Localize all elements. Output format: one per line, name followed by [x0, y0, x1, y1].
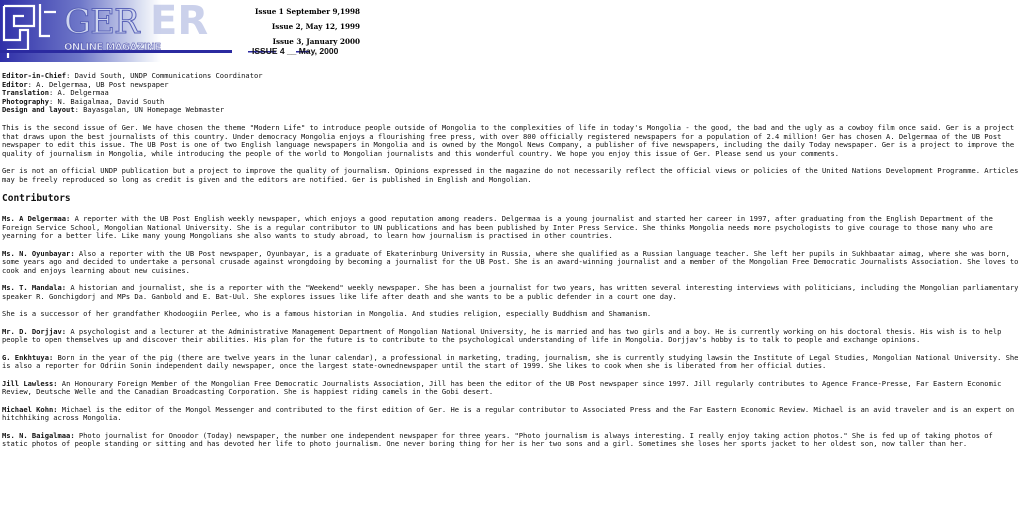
contributor-entry: Ms. A Delgermaa: A reporter with the UB Post English weekly newspaper, which enjoys a good reputation among readers. Delgermaa is a young journalist and started her career in 1997, after graduating from the English Department of the Foreign Service School, Mongolian National University. She is a regular contributor to UN publications and has been published by Inter Press Service. She thinks Mongolia needs more psychologists to give courage to those many who are yearning for a better life. Like many young Mongolians she also wants to study abroad, to learn how journalism is practised in other countries. [2, 214, 993, 241]
credit-line: Translation: A. Delgermaa [2, 88, 109, 98]
current-issue-label: ISSUE 4 __ May, 2000 [252, 46, 339, 56]
masthead-banner [0, 0, 364, 62]
disclaimer-paragraph: Ger is not an official UNDP publication but a project to improve the quality of journalism. Opinions expressed in the magazine do not necessarily reflect the official views or policies of the United Nations Development Programme. Articles may be freely reproduced so long as credit is given and the editors are notified. Ger is published in English and Mongolian. [2, 166, 1019, 184]
contributor-entry: G. Enkhtuya: Born in the year of the pig (there are twelve years in the lunar calendar), a professional in marketing, trading, journalism, she is currently studying lawsin the Institute of Legal Studies, Mongolian National University. She is also a reporter for Odriin Sonin independent daily newspaper, once the largest state-ownednewspaper until the start of 1999. She likes to cook when she is liberated from her official duties. [2, 352, 1019, 371]
logo-text-er: ER [150, 0, 209, 44]
intro-paragraph: This is the second issue of Ger. We have chosen the theme "Modern Life" to introduce people outside of Mongolia to the complexities of life in today's Mongolia - the good, the bad and the ugly as a cowboy film once said. Ger is a project that draws upon the best journalists of this country. Under democracy Mongolia enjoys a flourishing free press, with over 800 officially registered newspapers for a population of 2.4 million! Ger has chosen A. Delgermaa of the UB Post newspaper to edit this issue. The UB Post is one of two English language newspapers in Mongolia and is owned by the Mongol News Company, a publisher of five newspapers, including the daily Today newspaper. Ger is a project to improve the quality of journalism in Mongolia, while introducing the people of the world to Mongolian journalists and this wonderful country. We hope you enjoy this issue of Ger. Please send us your comments. [2, 122, 1015, 158]
logo-subtitle: ONLINE MAGAZINE [64, 42, 161, 53]
contributor-entry: Jill Lawless: An Honourary Foreign Member of the Mongolian Free Democratic Journalists Association, Jill has been the editor of the UB Post newspaper since 1997. Jill regularly contributes to Agence France-Presse, Far Eastern Economic Review, Deutsche Welle and the Canadian Broadcasting Corporation. She is happiest riding camels in the Gobi desert. [2, 378, 1002, 397]
logo-text-ger: GER [64, 2, 139, 42]
issue-list [230, 4, 360, 49]
issue-link[interactable]: Issue 2, May 12, 1999 [271, 22, 360, 31]
credits [2, 72, 1020, 115]
bottom-fade [0, 484, 1024, 524]
credit-line: Design and layout: Bayasgalan, UN Homepage Webmaster [2, 105, 225, 115]
contributor-entry: Ms. N. Oyunbayar: Also a reporter with the UB Post newspaper, Oyunbayar, is a graduate of Ekaterinburg University in Russia, where she qualified as a Russian language teacher. She left her pupils in Sukhbaatar aimag, where she was born, some years ago and decided to undertake a personal crusade against wrongdoing by becoming a journalist for the UB Post. She is an award-winning journalist and a member of the Mongolian Free Democratic Journalists Association. She loves to cook and enjoys learning about new cuisines. [2, 248, 1019, 275]
issue-link[interactable]: Issue 3, January 2000 [272, 37, 360, 46]
contributor-entry: Michael Kohn: Michael is the editor of the Mongol Messenger and contributed to the first edition of Ger. He is a regular contributor to Associated Press and the Far Eastern Economic Review. Michael is an avid traveler and is an expert on hitchhiking across Mongolia. [2, 404, 1015, 423]
contributor-entry: Ms. T. Mandala: A historian and journalist, she is a reporter with the "Weekend" weekly newspaper. She has been a journalist for two years, has written several interesting interviews with politicians, including the Mongolian parliamentary speaker R. Gonchigdorj and MPs Da. Ganbold and E. Bat-Uul. She explores issues like life after death and she wants to be a public defender in a court one day. [2, 283, 1019, 301]
contributor-entry: Ms. N. Baigalmaa: Photo journalist for Onoodor (Today) newspaper, the number one independent newspaper for three years. "Photo journalism is always interesting. I really enjoy taking action photos." She is fed up of taking photos of static photos of people standing or sitting and has devoted her life to photo journalism. One never boring thing for her is her two sons and a girl. Sometimes she loses her sports jacket to her oldest son, now taller than her. [2, 430, 993, 449]
credit-line: Editor: A. Delgermaa, UB Post newspaper [2, 79, 169, 89]
issue-link[interactable]: Issue 1 September 9,1998 [255, 7, 360, 16]
contributor-entry: Mr. D. Dorjjav: A psychologist and a lecturer at the Administrative Management Department of Mongolian National University, he is married and has two girls and a boy. He is currently working on his doctoral thesis. His wish is to help people to open themselves up and discover their abilities. His plan for the future is to contribute to the psychological understanding of life in Mongolia. Dorjjav's hobby is to talk to people and exchange opinions. [2, 326, 1002, 345]
credit-line: Photography: N. Baigalmaa, David South [2, 96, 165, 106]
main-content [2, 72, 1020, 458]
contributor-entry: She is a successor of her grandfather Khodoogiin Perlee, who is a famous historian in Mongolia. And studies religion, especially Buddhism and Shamanism. [2, 309, 652, 319]
credit-line: Editor-in-Chief: David South, UNDP Communications Coordinator [2, 71, 263, 80]
contributors-heading: Contributors [2, 193, 71, 205]
